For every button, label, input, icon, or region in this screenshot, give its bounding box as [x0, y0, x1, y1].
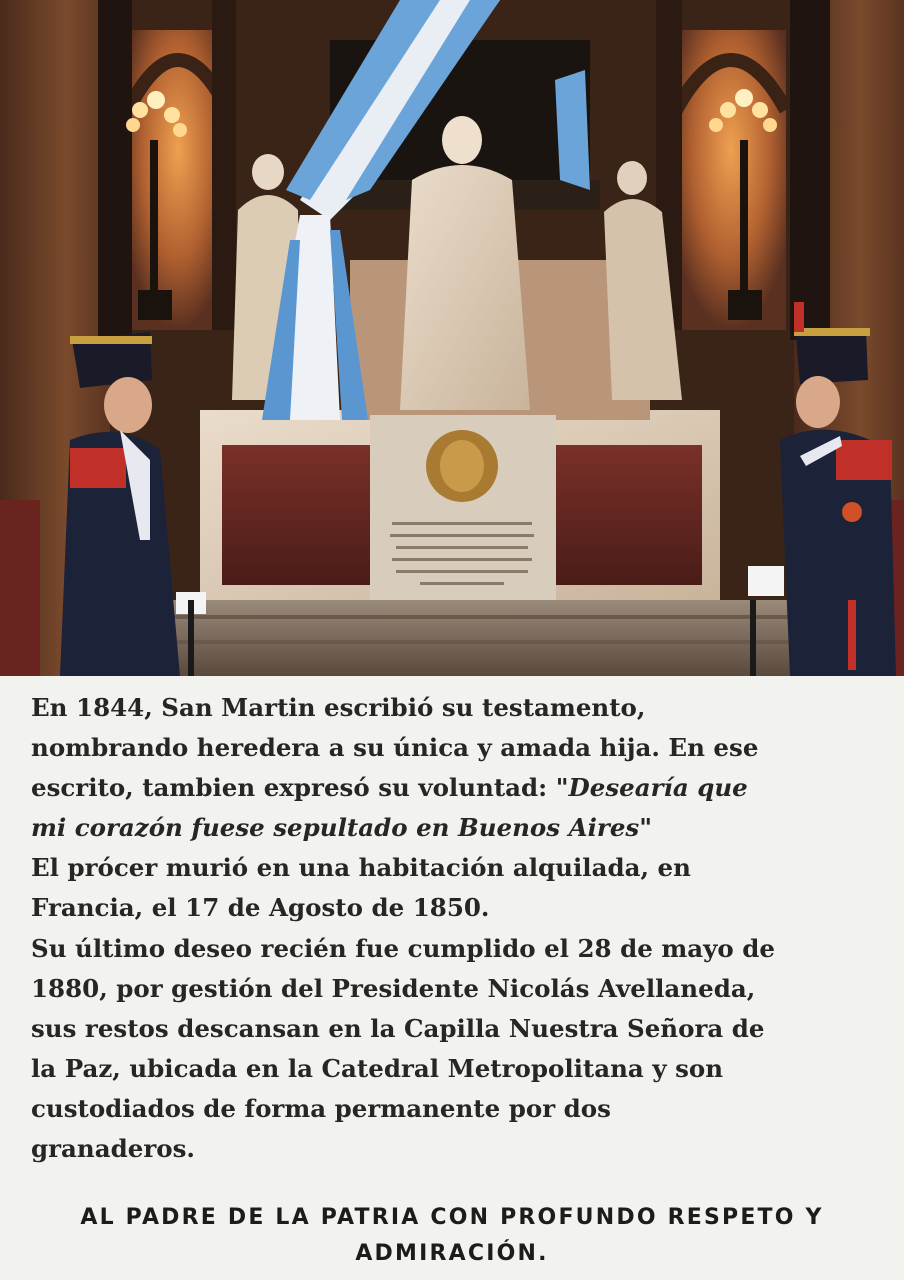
text-line [31, 808, 881, 848]
text-line [31, 768, 881, 808]
footer-line: ADMIRACIÓN. [355, 1241, 549, 1266]
quote-text: "Desearía que [555, 773, 748, 803]
tribute-footer [0, 1200, 904, 1272]
quote-text: mi corazón fuese sepultado en Buenos Aires" [31, 813, 652, 843]
text-line: sus restos descansan en la Capilla Nuestra Señora de [31, 1013, 765, 1043]
text-line: nombrando heredera a su única y amada hija. En ese [31, 733, 759, 763]
text-line: El prócer murió en una habitación alquilada, en [31, 853, 691, 883]
text-line: 1880, por gestión del Presidente Nicolás Avellaneda, [31, 973, 756, 1003]
right-arch [676, 30, 786, 330]
text-line: Francia, el 17 de Agosto de 1850. [31, 893, 490, 923]
caption-area [0, 676, 904, 1280]
text-line: Su último deseo recién fue cumplido el 28 de mayo de [31, 933, 775, 963]
historical-text [31, 688, 881, 1169]
text-line: custodiados de forma permanente por dos [31, 1093, 611, 1123]
text-line: granaderos. [31, 1134, 195, 1164]
text-plain: escrito, tambien expresó su voluntad: [31, 773, 556, 803]
text-line: la Paz, ubicada en la Catedral Metropolitana y son [31, 1053, 724, 1083]
footer-line: AL PADRE DE LA PATRIA CON PROFUNDO RESPETO Y [80, 1205, 824, 1230]
text-line: En 1844, San Martin escribió su testamento, [31, 693, 646, 722]
